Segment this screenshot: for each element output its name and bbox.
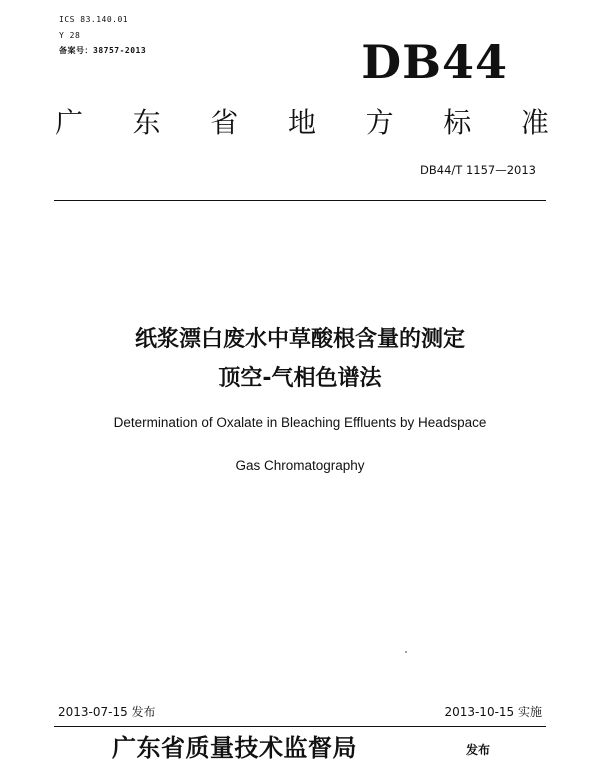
standard-code-logo: DB44 bbox=[361, 35, 508, 89]
standard-level-char: 省 bbox=[210, 106, 239, 139]
standard-level-heading bbox=[52, 104, 552, 142]
title-chinese-line2: 顶空-气相色谱法 bbox=[218, 366, 382, 391]
standard-level-char: 地 bbox=[287, 106, 316, 139]
title-chinese-line1: 纸浆漂白废水中草酸根含量的测定 bbox=[134, 327, 465, 352]
title-english-line1: Determination of Oxalate in Bleaching Effluents by Headspace bbox=[113, 415, 487, 430]
title-english-line2: Gas Chromatography bbox=[235, 458, 365, 473]
standard-level-char: 标 bbox=[443, 106, 472, 139]
ics-code: ICS 83.140.01 bbox=[59, 15, 129, 24]
classification-code: Y 28 bbox=[59, 31, 81, 40]
standard-level-char: 广 bbox=[54, 106, 83, 139]
standard-level-char: 准 bbox=[520, 106, 549, 139]
scan-speck bbox=[405, 651, 407, 653]
standard-level-char: 东 bbox=[132, 106, 161, 139]
top-divider bbox=[54, 200, 546, 201]
filing-number: 备案号：38757-2013 bbox=[59, 46, 147, 55]
bottom-divider bbox=[54, 726, 546, 727]
standard-number: DB44/T 1157—2013 bbox=[420, 163, 536, 177]
issuing-authority: 广东省质量技术监督局 bbox=[112, 733, 357, 762]
issuer-action-label: 发布 bbox=[466, 743, 491, 757]
implementation-date: 2013-10-15 实施 bbox=[444, 705, 542, 719]
standard-level-char: 方 bbox=[365, 106, 394, 139]
issue-date: 2013-07-15 发布 bbox=[58, 705, 156, 719]
